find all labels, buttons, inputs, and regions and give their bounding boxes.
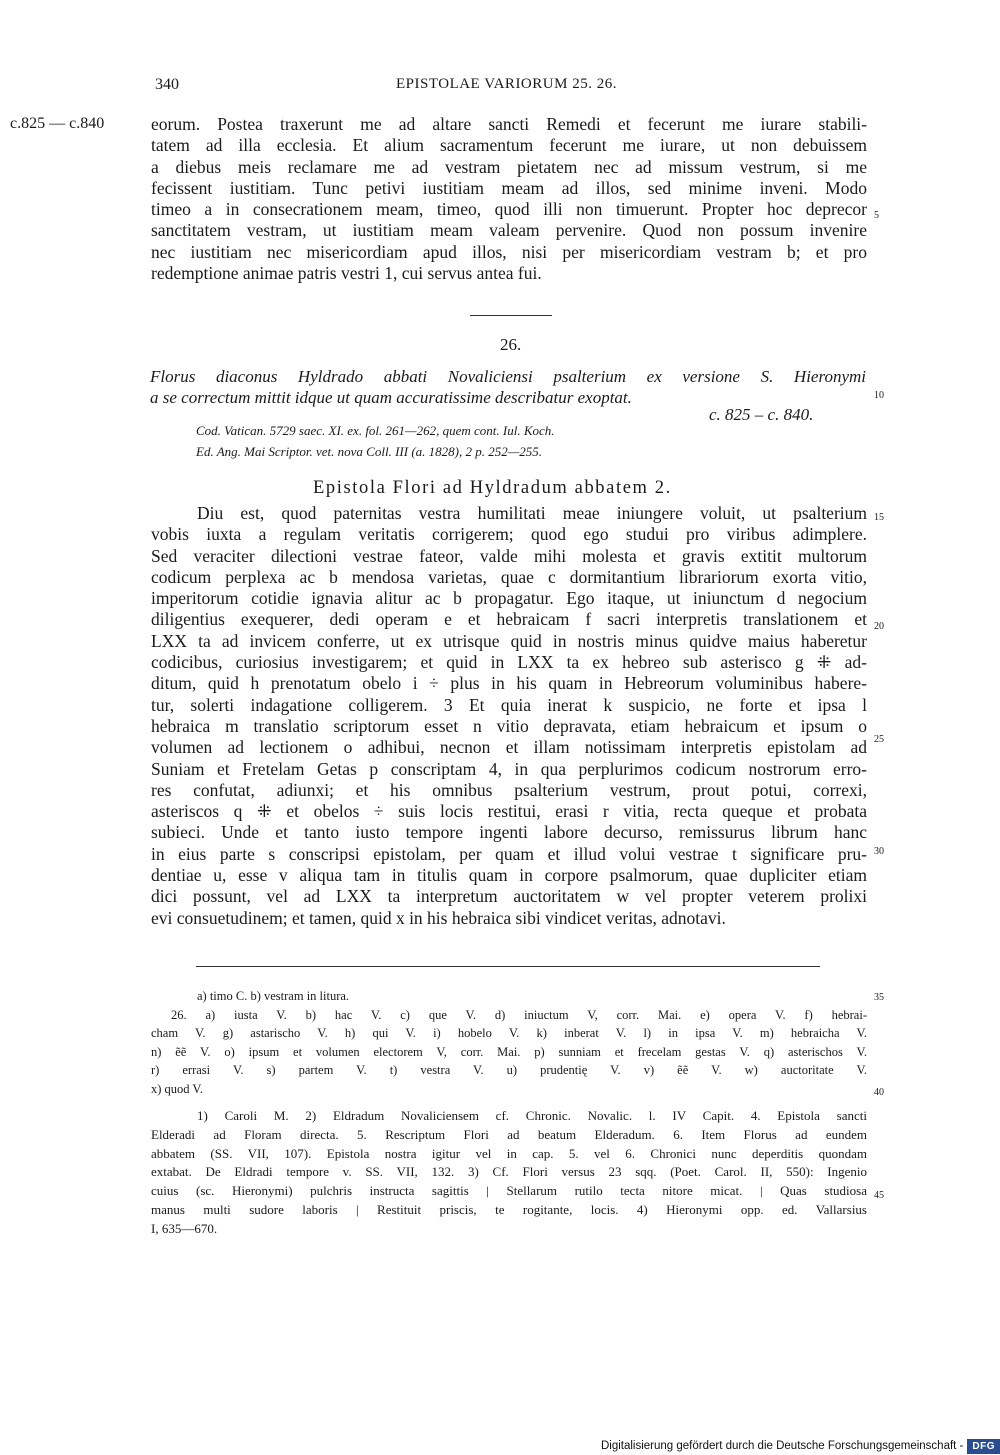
source-edition: Ed. Ang. Mai Scriptor. vet. nova Coll. III (a. 1828), 2 p. 252—255. xyxy=(196,444,543,459)
dfg-logo-icon: DFG xyxy=(967,1439,1000,1454)
body-line: diligentius exequerer, dedi operam e et hebraicam f sacri interpretis translationem et xyxy=(151,609,867,630)
funding-note: Digitalisierung gefördert durch die Deutsche Forschungsgemeinschaft - xyxy=(600,1440,964,1452)
body-line: volumen ad lectionem o adhibui, necnon et illam notissimam interpretis epistolam ad xyxy=(151,737,867,758)
summary-date: c. 825 – c. 840. xyxy=(709,405,814,424)
line-number: 20 xyxy=(874,621,884,632)
note-line: abbatem (SS. VII, 107). Epistola nostra igitur vel in cap. 5. vel 6. Chronici nunc deperditis quondam xyxy=(151,1145,867,1161)
line-number: 15 xyxy=(874,512,884,523)
body-line: Sed veraciter dilectioni vestrae fateor, valde mihi molesta et gravis extitit multorum xyxy=(151,545,867,566)
body-line: codicum perplexa ac b mendosa varietas, quae c dormitantium librariorum exorta vitio, xyxy=(151,566,867,587)
letter-number: 26. xyxy=(500,335,522,354)
note-line: Elderadi ad Floram directa. 5. Rescriptum Flori ad beatum Elderadum. 6. Item Florus ad eundem xyxy=(151,1126,867,1142)
summary-line: Florus diaconus Hyldrado abbati Novaliciensi psalterium ex versione S. Hieronymi xyxy=(150,367,866,386)
body-line: ditum, quid h prenotatum obelo i ÷ plus in his quam in Hebreorum voluminibus habere- xyxy=(151,673,867,694)
line-number: 40 xyxy=(874,1087,884,1098)
explanatory-notes xyxy=(151,1107,867,1239)
apparatus-line: 26. a) iusta V. b) hac V. c) que V. d) iniuctum V, corr. Mai. e) opera V. f) hebrai- xyxy=(171,1007,867,1022)
line-number: 10 xyxy=(874,390,884,401)
body-line: vobis iuxta a regulam veritatis corrigerem; quod ego studui pro viribus adimplere. xyxy=(151,524,867,545)
previous-letter-text xyxy=(151,114,867,284)
body-line: evi consuetudinem; et tamen, quid x in his hebraica sibi vindicet veritas, adnotavi. xyxy=(151,907,726,928)
digitization-banner xyxy=(601,1437,1000,1455)
text-line: a diebus meis reclamare me ad vestram pietatem nec ad missum vestrum, si me xyxy=(151,156,867,177)
body-line: imperitorum cotidie ignavia alitur ac b propagatur. Ego itaque, ut iniunctum d negocium xyxy=(151,588,867,609)
letter-title: Epistola Flori ad Hyldradum abbatem 2. xyxy=(313,478,672,498)
summary-line: a se correctum mittit idque ut quam accuratissime describatur exoptat. xyxy=(150,388,632,407)
body-line: codicibus, curiosius investigarem; et quid in LXX ta ex hebreo sub asterisco g ⁜ ad- xyxy=(151,652,867,673)
body-line: hebraica m translatio scriptorum esset n vitio depravata, etiam hebraicum et ipsum o xyxy=(151,715,867,736)
body-line: asteriscos q ⁜ et obelos ÷ suis locis restitui, erasi r vitia, recta queque et probata xyxy=(151,801,867,822)
apparatus-line: x) quod V. xyxy=(151,1081,203,1096)
line-number: 5 xyxy=(874,210,879,221)
source-codex: Cod. Vatican. 5729 saec. XI. ex. fol. 261—262, quem cont. Iul. Koch. xyxy=(196,423,555,438)
text-line: eorum. Postea traxerunt me ad altare sancti Remedi et fecerunt me iurare stabili- xyxy=(151,114,867,134)
running-title: EPISTOLAE VARIORUM 25. 26. xyxy=(396,76,617,92)
text-line: redemptione animae patris vestri 1, cui servus antea fui. xyxy=(151,263,542,284)
body-line: Diu est, quod paternitas vestra humilitati meae iniungere voluit, ut psalterium xyxy=(197,503,867,523)
note-line: 1) Caroli M. 2) Eldradum Novaliciensem cf. Chronic. Novalic. l. IV Capit. 4. Epistola sancti xyxy=(197,1108,867,1123)
text-line: sanctitatem vestram, ut iustitiam meam valeam pervenire. Quod non possum invenire xyxy=(151,220,867,241)
line-number: 35 xyxy=(874,992,884,1003)
apparatus-line: r) errasi V. s) partem V. t) vestra V. u) prudentię V. v) ẽẽ V. w) auctoritate V. xyxy=(151,1063,867,1077)
margin-date: c.825 — c.840 xyxy=(10,115,105,132)
apparatus-line: n) ẽẽ V. o) ipsum et volumen electorem V, corr. Mai. p) sunniam et frecelam gestas V. q) asterischos V. xyxy=(151,1044,867,1059)
note-line: cuius (sc. Hieronymi) pulchris instructa sagittis | Stellarum rutilo tecta nitore micat. | Quas studiosa xyxy=(151,1183,867,1199)
body-line: subieci. Unde et tanto iusto tempore ingenti labore decurso, remissurus librum hanc xyxy=(151,822,867,843)
page-number: 340 xyxy=(155,76,179,93)
letter-body xyxy=(151,503,867,929)
letter-summary xyxy=(150,366,866,408)
line-number: 25 xyxy=(874,734,884,745)
apparatus-line: a) timo C. b) vestram in litura. xyxy=(197,989,350,1003)
apparatus-line: cham V. g) astarischo V. h) qui V. i) hobelo V. k) inberat V. l) in ipsa V. m) hebraicha V. xyxy=(151,1026,867,1040)
text-line: timeo a in consecrationem meam, timeo, quod illi non timuerunt. Propter hoc deprecor xyxy=(151,199,867,220)
footnote-divider xyxy=(196,966,820,967)
body-line: LXX ta ad invicem conferre, ut ex utrisque quid in nostris minus quidve maius haberetur xyxy=(151,630,867,651)
note-line: I, 635—670. xyxy=(151,1220,218,1236)
body-line: in eius parte s conscripsi epistolam, per quam et illud volui vestrae t significare pru- xyxy=(151,843,867,864)
note-line: extabat. De Eldradi tempore v. SS. VII, 132. 3) Cf. Flori versus 23 sqq. (Poet. Carol. II, 550): Ingenio xyxy=(151,1164,867,1180)
line-number: 30 xyxy=(874,846,884,857)
text-line: nec iustitiam nec misericordiam apud illos, nisi per misericordiam vestram b; et pro xyxy=(151,241,867,262)
body-line: dici possunt, vel ad LXX ta interpretum auctoritatem w vel propter veterem prolixi xyxy=(151,886,867,907)
section-divider xyxy=(470,315,552,316)
critical-apparatus xyxy=(151,987,867,1098)
body-line: dentiae u, esse v aliqua tam in titulis quam in corpore psalmorum, quae dupliciter etiam xyxy=(151,865,867,886)
line-number: 45 xyxy=(874,1190,884,1201)
text-line: fecissent iustitiam. Tunc petivi iustitiam meam ad illos, sed minime inveni. Modo xyxy=(151,177,867,198)
body-line: Suniam et Fretelam Getas p conscriptam 4, in qua perplurimos codicum nostrorum erro- xyxy=(151,758,867,779)
note-line: manus multi sudore laboris | Restituit priscis, te rogitante, locis. 4) Hieronymi opp. ed. Vallarsius xyxy=(151,1201,867,1217)
body-line: res confutat, adiunxi; et his omnibus psalterium vestrum, prout potui, correxi, xyxy=(151,779,867,800)
text-line: tatem ad illa ecclesia. Et alium sacramentum fecerunt me iurare, ut non debuissem xyxy=(151,135,867,156)
body-line: tur, solerti indagatione colligerem. 3 Et quia inerat k suspicio, ne forte et ipsa l xyxy=(151,694,867,715)
